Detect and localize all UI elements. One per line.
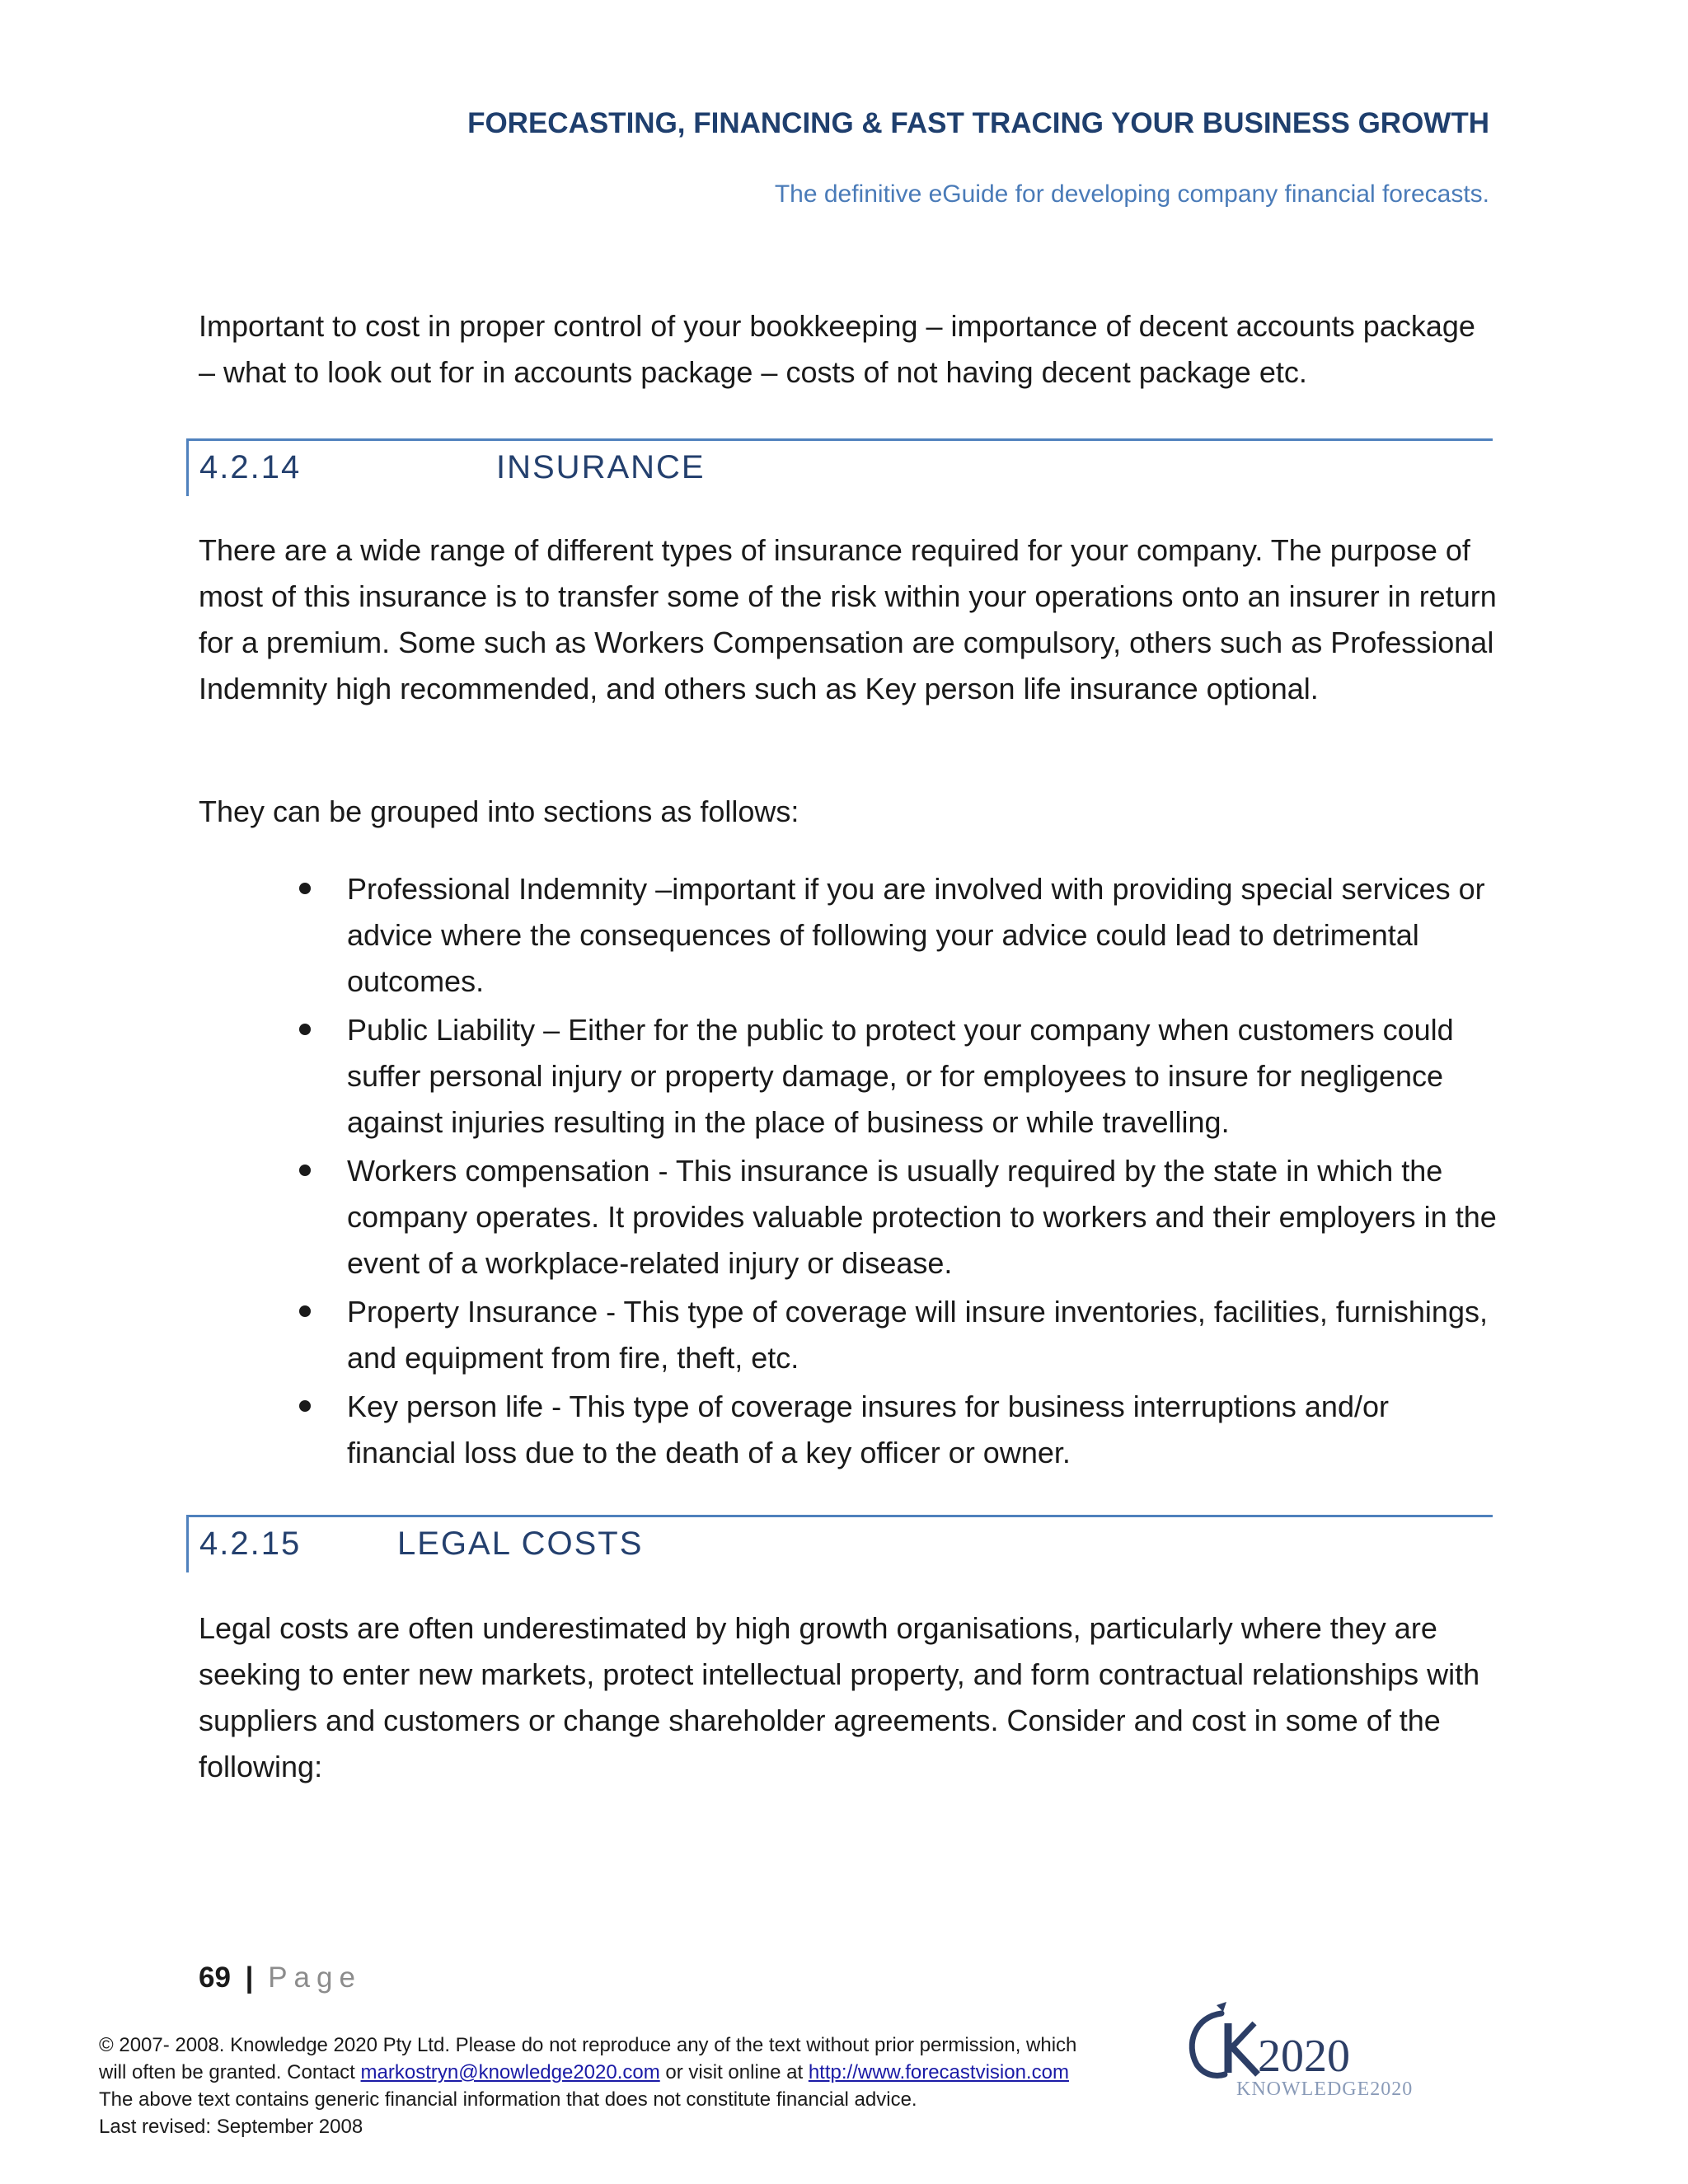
bullet-icon (299, 1165, 311, 1176)
section-number: 4.2.14 (199, 449, 302, 485)
logo-graphic (1179, 1999, 1434, 2102)
page-number-label: Page (268, 1961, 362, 1994)
bullet-icon (299, 1305, 311, 1317)
footer-visit-text: or visit online at (659, 2061, 809, 2083)
list-item-text: Key person life - This type of coverage insures for business interruptions and/or financial loss due to the death of a key officer or owner. (347, 1390, 1389, 1469)
section-title: LEGAL COSTS (397, 1526, 644, 1562)
footer-disclaimer-line: The above text contains generic financial information that does not constitute financial advice. (99, 2088, 917, 2111)
header-title: FORECASTING, FINANCING & FAST TRACING YOUR BUSINESS GROWTH (467, 107, 1489, 139)
list-item (199, 1289, 1497, 1381)
website-link[interactable]: http://www.forecastvision.com (808, 2061, 1069, 2083)
bullet-icon (299, 1400, 311, 1412)
footer-copyright-line: © 2007- 2008. Knowledge 2020 Pty Ltd. Please do not reproduce any of the text without prior permission, which (99, 2034, 1077, 2056)
logo-sub-text: KNOWLEDGE2020 (1236, 2079, 1414, 2100)
section-title: INSURANCE (496, 449, 706, 485)
section-heading-insurance (186, 438, 1493, 496)
intro-block (199, 303, 1497, 396)
legal-costs-paragraph-block (199, 1605, 1497, 1790)
page-number-value: 69 (199, 1961, 231, 1994)
footer-notice (99, 2032, 1170, 2140)
list-item (199, 1007, 1497, 1146)
list-item (199, 1148, 1497, 1286)
footer-contact-line (99, 2059, 1170, 2086)
header-subtitle: The definitive eGuide for developing company financial forecasts. (774, 180, 1489, 208)
knowledge2020-logo (1179, 1999, 1434, 2102)
legal-costs-paragraph: Legal costs are often underestimated by high growth organisations, particularly where they are seeking to enter new markets, protect intellectual property, and form contractual relationships with suppliers and customers or change shareholder agreements. Consider and cost in some of the following: (199, 1611, 1480, 1783)
bullet-icon (299, 1024, 311, 1035)
insurance-bullet-list (199, 866, 1497, 1479)
list-item-text: Public Liability – Either for the public to protect your company when customers could suffer personal injury or property damage, or for employees to insure for negligence against injuries resulting in the place of business or while travelling. (347, 1013, 1454, 1139)
list-item-text: Property Insurance - This type of coverage will insure inventories, facilities, furnishings, and equipment from fire, theft, etc. (347, 1295, 1488, 1375)
page-number-separator: | (245, 1961, 254, 1994)
logo-main-text: 2020 (1258, 2031, 1350, 2082)
list-item (199, 1384, 1497, 1476)
insurance-paragraph: There are a wide range of different types of insurance required for your company. The purpose of most of this insurance is to transfer some of the risk within your operations onto an insurer in return for a premium. Some such as Workers Compensation are compulsory, others such as Professional Indemnity high recommended, and others such as Key person life insurance optional. (199, 533, 1497, 705)
page-number (199, 1961, 362, 1994)
list-item-text: Workers compensation - This insurance is usually required by the state in which the company operates. It provides valuable protection to workers and their employers in the event of a workplace-related injury or disease. (347, 1154, 1497, 1280)
insurance-paragraph-1-block (199, 527, 1497, 712)
list-item (199, 866, 1497, 1005)
footer-revised-line: Last revised: September 2008 (99, 2116, 363, 2138)
section-number: 4.2.15 (199, 1526, 302, 1562)
bullet-icon (299, 883, 311, 894)
section-heading-legal-costs (186, 1515, 1493, 1572)
email-link[interactable]: markostryn@knowledge2020.com (360, 2061, 660, 2083)
insurance-grouping-intro: They can be grouped into sections as follows: (199, 794, 799, 828)
intro-paragraph: Important to cost in proper control of your bookkeeping – importance of decent accounts package – what to look out for in accounts package – costs of not having decent package etc. (199, 309, 1475, 389)
list-item-text: Professional Indemnity –important if you are involved with providing special services or advice where the consequences of following your advice could lead to detrimental outcomes. (347, 872, 1485, 998)
insurance-paragraph-2-block (199, 789, 1497, 835)
footer-contact-text: will often be granted. Contact (99, 2061, 361, 2083)
